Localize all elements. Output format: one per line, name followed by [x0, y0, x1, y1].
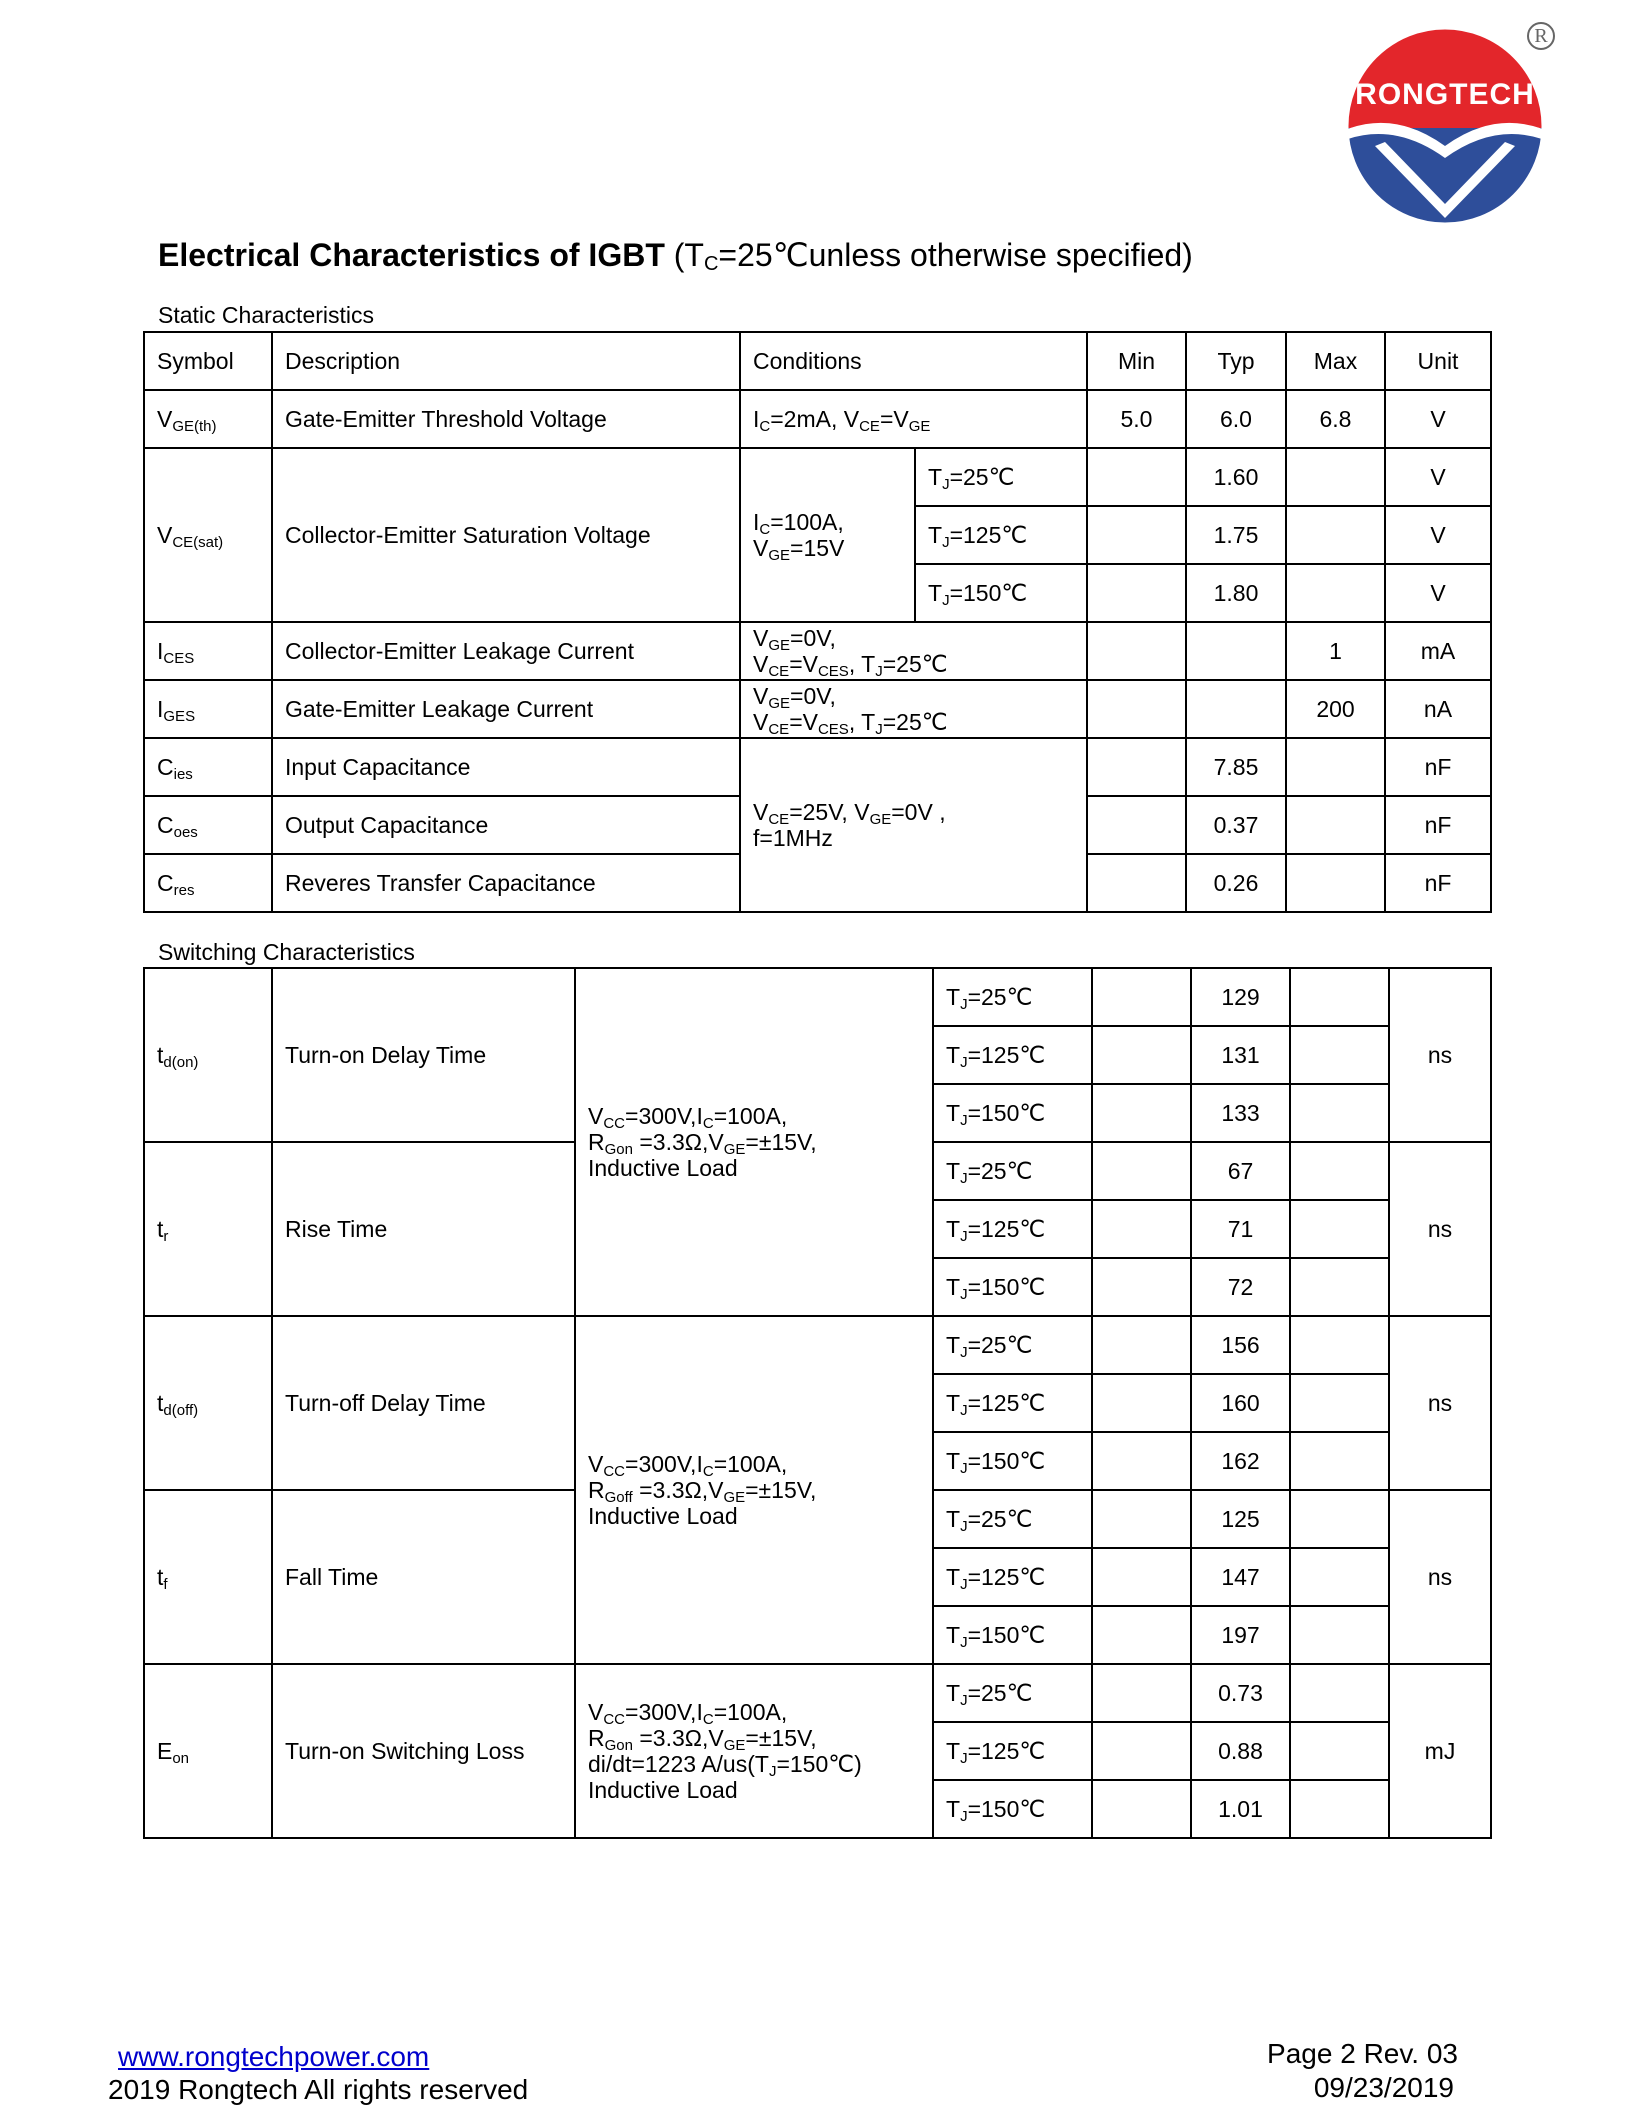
tj-cell: $T_J=25℃$ [915, 448, 1087, 506]
page-title [158, 236, 1193, 274]
max-cell: 200 [1286, 680, 1385, 738]
symbol-cell: $t_{d(on)}$ [144, 968, 272, 1142]
typ-cell: 131 [1191, 1026, 1290, 1084]
symbol-cell: $t_f$ [144, 1490, 272, 1664]
table-row [144, 738, 1491, 796]
table-row [144, 448, 1491, 506]
max-cell: 6.8 [1286, 390, 1385, 448]
max-cell: 1 [1286, 622, 1385, 680]
typ-cell [1186, 622, 1286, 680]
description-cell: Turn-on Switching Loss [272, 1664, 575, 1838]
conditions-cell: $I_C=2mA$, $V_{CE}=V_{GE}$ [740, 390, 1087, 448]
tj-cell: $T_J=25℃$ [933, 1664, 1092, 1722]
rongtech-logo [1335, 18, 1565, 228]
tj-cell: $T_J=125℃$ [933, 1026, 1092, 1084]
unit-cell: ns [1389, 1490, 1491, 1664]
tj-cell: $T_J=25℃$ [933, 1142, 1092, 1200]
min-cell [1092, 1142, 1191, 1200]
min-cell [1087, 564, 1186, 622]
min-cell [1092, 1780, 1191, 1838]
min-cell [1092, 968, 1191, 1026]
max-cell [1290, 1316, 1389, 1374]
conditions-cell: $V_{GE}=0V$, $V_{CE}=V_{CES}$, $T_J=25℃$ [740, 680, 1087, 738]
symbol-cell: $t_r$ [144, 1142, 272, 1316]
symbol-cell: $I_{GES}$ [144, 680, 272, 738]
tj-cell: $T_J=150℃$ [933, 1084, 1092, 1142]
typ-cell: 147 [1191, 1548, 1290, 1606]
table-row [144, 680, 1491, 738]
header-description: Description [272, 332, 740, 390]
symbol-cell: $V_{CE(sat)}$ [144, 448, 272, 622]
max-cell [1290, 968, 1389, 1026]
website-link[interactable]: www.rongtechpower.com [118, 2041, 430, 2072]
typ-cell: 0.37 [1186, 796, 1286, 854]
typ-cell: 197 [1191, 1606, 1290, 1664]
header-conditions: Conditions [740, 332, 1087, 390]
min-cell [1087, 448, 1186, 506]
min-cell [1087, 796, 1186, 854]
typ-cell: 129 [1191, 968, 1290, 1026]
min-cell [1092, 1664, 1191, 1722]
max-cell [1286, 738, 1385, 796]
switching-caption: Switching Characteristics [158, 939, 415, 965]
conditions-cell: $I_C=100A$, $V_{GE}=15V$ [740, 448, 915, 622]
min-cell [1087, 680, 1186, 738]
max-cell [1290, 1258, 1389, 1316]
description-cell: Collector-Emitter Leakage Current [272, 622, 740, 680]
min-cell [1087, 738, 1186, 796]
unit-cell: mJ [1389, 1664, 1491, 1838]
description-cell: Fall Time [272, 1490, 575, 1664]
description-cell: Gate-Emitter Threshold Voltage [272, 390, 740, 448]
registered-mark: R [1527, 22, 1555, 50]
tj-cell: $T_J=150℃$ [933, 1606, 1092, 1664]
title-bold: Electrical Characteristics of IGBT [158, 237, 665, 273]
description-cell: Output Capacitance [272, 796, 740, 854]
typ-cell: 6.0 [1186, 390, 1286, 448]
symbol-cell: $C_{oes}$ [144, 796, 272, 854]
symbol-cell: $t_{d(off)}$ [144, 1316, 272, 1490]
max-cell [1290, 1084, 1389, 1142]
min-cell [1087, 622, 1186, 680]
header-symbol: Symbol [144, 332, 272, 390]
max-cell [1290, 1490, 1389, 1548]
symbol-cell: $I_{CES}$ [144, 622, 272, 680]
min-cell [1092, 1200, 1191, 1258]
unit-cell: V [1385, 564, 1491, 622]
unit-cell: nF [1385, 796, 1491, 854]
typ-cell: 162 [1191, 1432, 1290, 1490]
header-typ: Typ [1186, 332, 1286, 390]
unit-cell: ns [1389, 968, 1491, 1142]
switching-table [143, 967, 1492, 1839]
max-cell [1290, 1142, 1389, 1200]
tj-cell: $T_J=150℃$ [933, 1432, 1092, 1490]
typ-cell: 67 [1191, 1142, 1290, 1200]
max-cell [1290, 1374, 1389, 1432]
table-row [144, 390, 1491, 448]
description-cell: Input Capacitance [272, 738, 740, 796]
conditions-cell: $V_{CC}=300V,I_C=100A$, $R_{Gon} =3.3\Omega,V_{GE}=\pm 15V$, Inductive Load [575, 968, 933, 1316]
tj-cell: $T_J=150℃$ [933, 1258, 1092, 1316]
title-cond-sub: C [703, 253, 719, 275]
min-cell [1092, 1316, 1191, 1374]
symbol-cell: $E_{on}$ [144, 1664, 272, 1838]
typ-cell: 0.26 [1186, 854, 1286, 912]
tj-cell: $T_J=150℃$ [933, 1780, 1092, 1838]
conditions-cell: $V_{CC}=300V,I_C=100A$, $R_{Goff} =3.3\Omega,V_{GE}=\pm 15V$, Inductive Load [575, 1316, 933, 1664]
conditions-cell: $V_{GE}=0V$, $V_{CE}=V_{CES}$, $T_J=25℃$ [740, 622, 1087, 680]
tj-cell: $T_J=125℃$ [933, 1200, 1092, 1258]
title-cond-post: =25℃unless otherwise specified) [718, 237, 1193, 273]
tj-cell: $T_J=125℃$ [933, 1548, 1092, 1606]
max-cell [1290, 1200, 1389, 1258]
max-cell [1286, 854, 1385, 912]
unit-cell: ns [1389, 1316, 1491, 1490]
typ-cell: 125 [1191, 1490, 1290, 1548]
max-cell [1286, 564, 1385, 622]
typ-cell: 1.60 [1186, 448, 1286, 506]
copyright: 2019 Rongtech All rights reserved [108, 2074, 529, 2105]
tj-cell: $T_J=125℃$ [933, 1722, 1092, 1780]
unit-cell: nF [1385, 854, 1491, 912]
header-min: Min [1087, 332, 1186, 390]
typ-cell: 71 [1191, 1200, 1290, 1258]
conditions-cell: $V_{CE}=25V$, $V_{GE}=0V$ , f=1MHz [740, 738, 1087, 912]
tj-cell: $T_J=25℃$ [933, 1316, 1092, 1374]
min-cell [1092, 1548, 1191, 1606]
min-cell: 5.0 [1087, 390, 1186, 448]
typ-cell: 0.88 [1191, 1722, 1290, 1780]
table-row [144, 968, 1491, 1026]
unit-cell: V [1385, 448, 1491, 506]
logo-brand-text: RONGTECH [1355, 78, 1535, 111]
max-cell [1290, 1664, 1389, 1722]
typ-cell: 72 [1191, 1258, 1290, 1316]
min-cell [1092, 1258, 1191, 1316]
max-cell [1286, 448, 1385, 506]
tj-cell: $T_J=150℃$ [915, 564, 1087, 622]
header-max: Max [1286, 332, 1385, 390]
min-cell [1092, 1026, 1191, 1084]
symbol-cell: $C_{ies}$ [144, 738, 272, 796]
typ-cell: 156 [1191, 1316, 1290, 1374]
typ-cell: 1.01 [1191, 1780, 1290, 1838]
revision-date: 09/23/2019 [1313, 2072, 1454, 2103]
min-cell [1092, 1722, 1191, 1780]
header-unit: Unit [1385, 332, 1491, 390]
unit-cell: nA [1385, 680, 1491, 738]
static-caption: Static Characteristics [158, 302, 375, 328]
description-cell: Collector-Emitter Saturation Voltage [272, 448, 740, 622]
max-cell [1290, 1606, 1389, 1664]
static-header-row [144, 332, 1491, 390]
max-cell [1290, 1722, 1389, 1780]
description-cell: Rise Time [272, 1142, 575, 1316]
min-cell [1092, 1084, 1191, 1142]
title-cond-pre: (T [673, 237, 704, 273]
min-cell [1092, 1432, 1191, 1490]
typ-cell: 0.73 [1191, 1664, 1290, 1722]
max-cell [1290, 1548, 1389, 1606]
tj-cell: $T_J=125℃$ [915, 506, 1087, 564]
unit-cell: nF [1385, 738, 1491, 796]
typ-cell: 1.80 [1186, 564, 1286, 622]
typ-cell [1186, 680, 1286, 738]
symbol-cell: $C_{res}$ [144, 854, 272, 912]
page-number: Page 2 Rev. 03 [1267, 2038, 1458, 2069]
tj-cell: $T_J=25℃$ [933, 1490, 1092, 1548]
min-cell [1092, 1374, 1191, 1432]
max-cell [1286, 506, 1385, 564]
description-cell: Turn-on Delay Time [272, 968, 575, 1142]
symbol-cell: $V_{GE(th)}$ [144, 390, 272, 448]
table-row [144, 1664, 1491, 1722]
max-cell [1290, 1780, 1389, 1838]
conditions-cell: $V_{CC}=300V,I_C=100A$, $R_{Gon} =3.3\Omega,V_{GE}=\pm 15V$, di/dt=1223 $A/us(T_J=150℃)$ Inductive Load [575, 1664, 933, 1838]
tj-cell: $T_J=25℃$ [933, 968, 1092, 1026]
unit-cell: mA [1385, 622, 1491, 680]
static-table [143, 331, 1492, 913]
tj-cell: $T_J=125℃$ [933, 1374, 1092, 1432]
min-cell [1087, 506, 1186, 564]
description-cell: Reveres Transfer Capacitance [272, 854, 740, 912]
table-row [144, 622, 1491, 680]
description-cell: Gate-Emitter Leakage Current [272, 680, 740, 738]
min-cell [1087, 854, 1186, 912]
min-cell [1092, 1606, 1191, 1664]
unit-cell: V [1385, 390, 1491, 448]
typ-cell: 1.75 [1186, 506, 1286, 564]
logo-graphic [1335, 18, 1565, 228]
unit-cell: ns [1389, 1142, 1491, 1316]
typ-cell: 7.85 [1186, 738, 1286, 796]
max-cell [1290, 1026, 1389, 1084]
typ-cell: 133 [1191, 1084, 1290, 1142]
max-cell [1286, 796, 1385, 854]
min-cell [1092, 1490, 1191, 1548]
table-row [144, 1316, 1491, 1374]
description-cell: Turn-off Delay Time [272, 1316, 575, 1490]
max-cell [1290, 1432, 1389, 1490]
typ-cell: 160 [1191, 1374, 1290, 1432]
unit-cell: V [1385, 506, 1491, 564]
